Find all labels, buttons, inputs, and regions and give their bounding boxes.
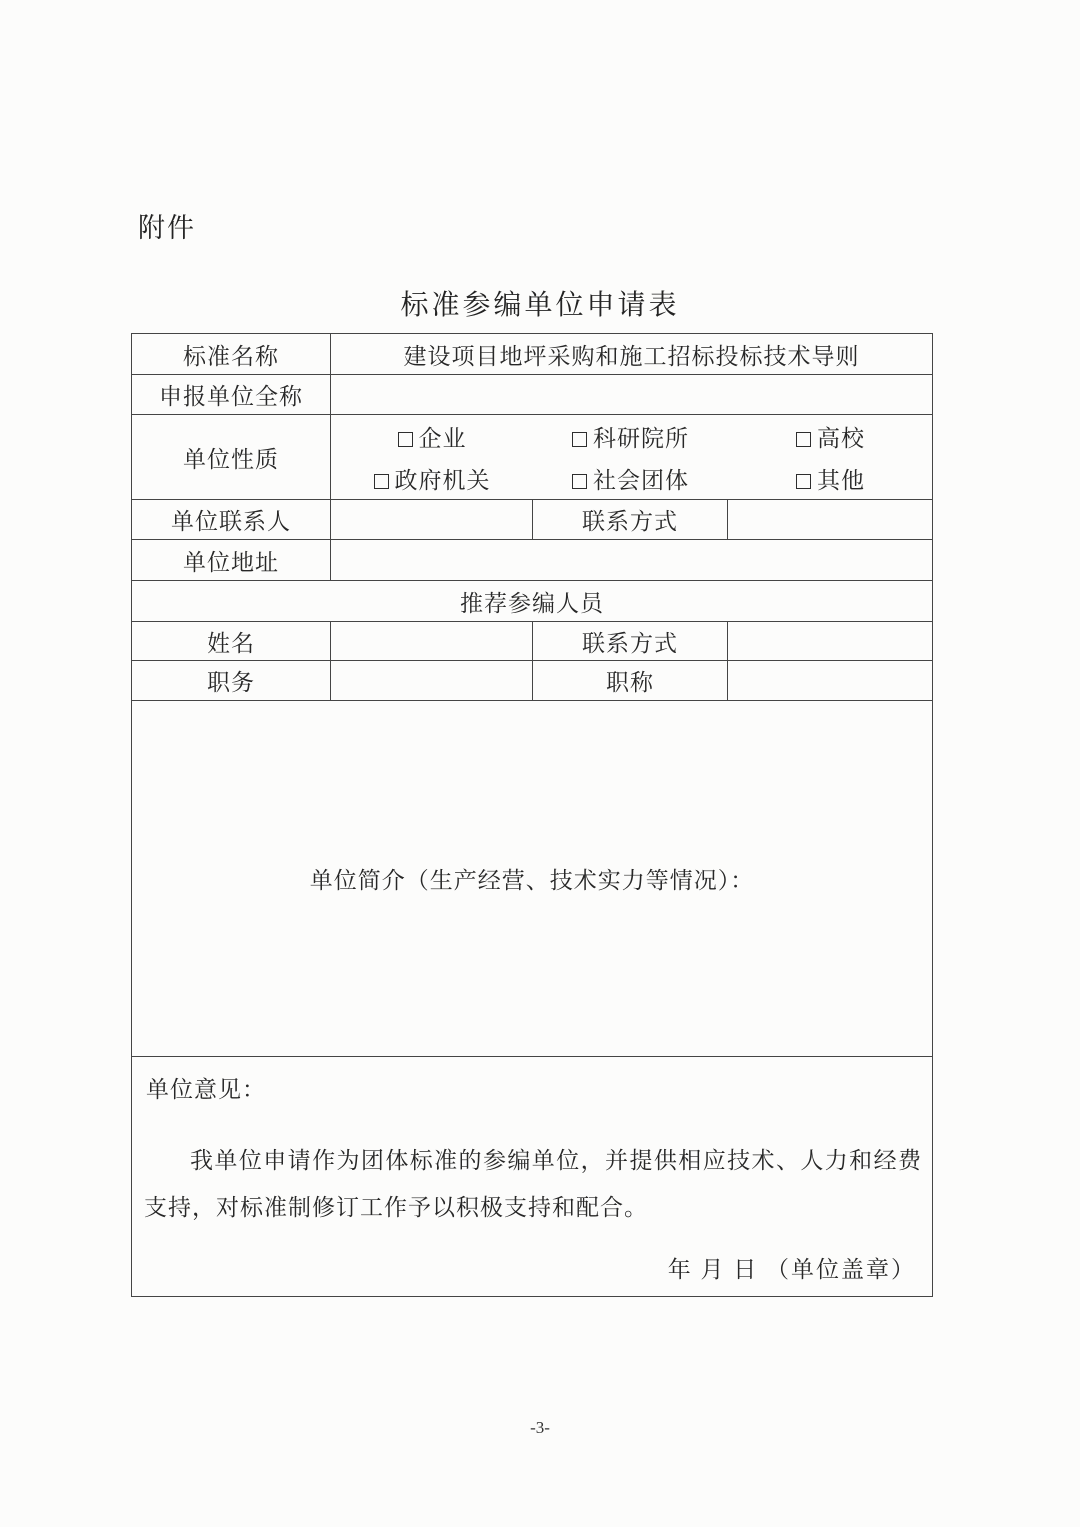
standard-name-value: 建设项目地坪采购和施工招标投标技术导则: [331, 334, 933, 375]
unit-nature-options: [331, 415, 932, 499]
checkbox-option-label: 社会团体: [593, 467, 689, 493]
checkbox-icon: [398, 432, 413, 447]
contact-method-member-value-cell: [728, 622, 933, 661]
standard-name-label: 标准名称: [132, 334, 331, 375]
unit-contact-label: 单位联系人: [132, 500, 331, 540]
unit-address-label: 单位地址: [132, 540, 331, 581]
unit-contact-value-cell: [331, 500, 533, 540]
unit-profile-cell: [132, 701, 933, 1057]
row-member-name: [132, 622, 933, 661]
checkbox-icon: [572, 432, 587, 447]
checkbox-option-label: 企业: [418, 425, 467, 451]
checkbox-option-other: [796, 462, 865, 495]
page-number: -3-: [530, 1418, 550, 1437]
member-name-value-cell: [331, 622, 533, 661]
applicant-name-value-cell: [331, 375, 933, 415]
checkbox-option-government: [374, 462, 491, 495]
row-applicant-name: [132, 375, 933, 415]
position-label: 职务: [132, 661, 331, 701]
checkbox-option-research-institute: [572, 420, 689, 453]
attachment-label: 附件: [138, 213, 196, 243]
checkbox-option-university: [796, 420, 865, 453]
unit-profile-label: 单位简介（生产经营、技术实力等情况）：: [309, 868, 755, 893]
checkbox-option-enterprise: [398, 420, 467, 453]
row-unit-address: [132, 540, 933, 581]
checkbox-icon: [572, 474, 587, 489]
unit-nature-label: 单位性质: [132, 415, 331, 500]
row-position: [132, 661, 933, 701]
row-unit-opinion: [132, 1057, 933, 1297]
checkbox-icon: [796, 432, 811, 447]
checkbox-option-label: 高校: [817, 425, 865, 451]
row-unit-profile: [132, 701, 933, 1057]
row-recommended-members-header: [132, 581, 933, 622]
document-title: 标准参编单位申请表: [400, 289, 680, 320]
checkbox-icon: [374, 474, 389, 489]
checkbox-icon: [796, 474, 811, 489]
applicant-name-label: 申报单位全称: [132, 375, 331, 415]
checkbox-option-social-organization: [572, 462, 689, 495]
row-standard-name: [132, 334, 933, 375]
contact-method-member-label: 联系方式: [533, 622, 728, 661]
checkbox-option-label: 科研院所: [593, 425, 689, 451]
signature-date-line: 年 月 日 （单位盖章）: [667, 1257, 917, 1282]
recommended-members-section-title: 推荐参编人员: [132, 581, 933, 622]
unit-address-value-cell: [331, 540, 933, 581]
unit-nature-options-cell: [331, 415, 933, 500]
unit-opinion-cell: [132, 1057, 933, 1297]
professional-title-label: 职称: [533, 661, 728, 701]
checkbox-option-label: 其他: [817, 467, 865, 493]
position-value-cell: [331, 661, 533, 701]
professional-title-value-cell: [728, 661, 933, 701]
row-unit-nature: [132, 415, 933, 500]
unit-opinion-statement: 我单位申请作为团体标准的参编单位，并提供相应技术、人力和经费支持，对标准制修订工作予以积极支持和配合。: [144, 1148, 923, 1221]
unit-opinion-label: 单位意见：: [146, 1077, 266, 1102]
checkbox-option-label: 政府机关: [394, 467, 491, 493]
application-form-table: [131, 333, 933, 1297]
contact-method-unit-label: 联系方式: [533, 500, 728, 540]
contact-method-unit-value-cell: [728, 500, 933, 540]
row-unit-contact: [132, 500, 933, 540]
member-name-label: 姓名: [132, 622, 331, 661]
